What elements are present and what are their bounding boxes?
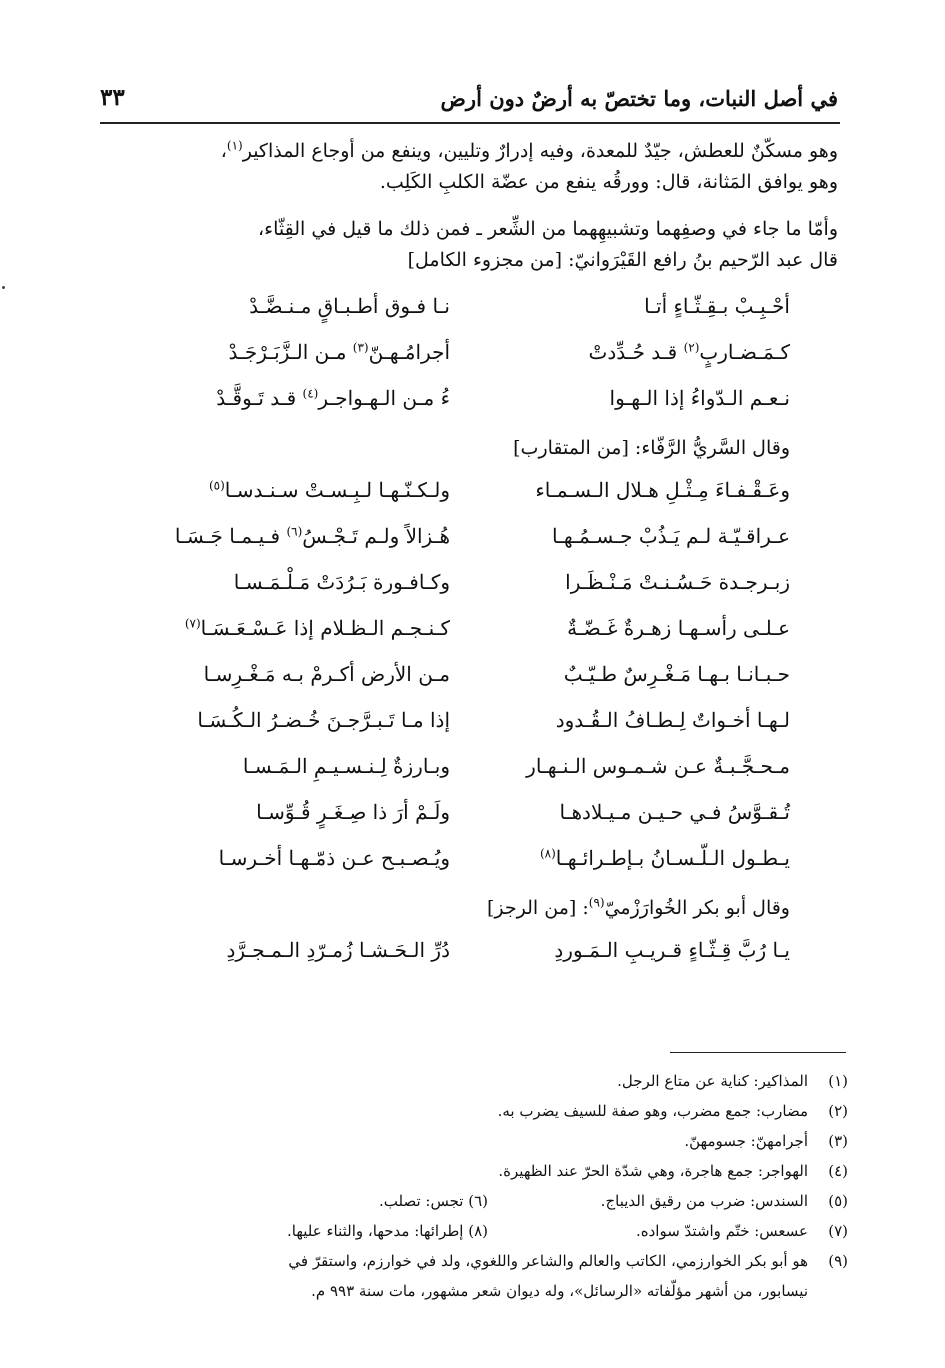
footnote	[100, 1066, 848, 1096]
verse-first-hemistich: عـراقـيّـة لـم يَـذُبْ جـسـمُـهـا	[551, 524, 790, 548]
verse-second-hemistich	[150, 616, 450, 640]
footnote-ref-7: (٧)	[184, 616, 201, 631]
hemistich-text: هُـزالاً ولـم تَـجْـسُ	[302, 524, 450, 548]
poem-3	[100, 930, 838, 976]
verse-first-hemistich	[490, 340, 790, 364]
verse-second-hemistich: ويُـصـبـح عـن ذمّـهـا أخـرسـا	[218, 846, 450, 870]
footnote-rule	[670, 1052, 846, 1053]
footnote-text-second: (٨) إطرائها: مدحها، والثناء عليها.	[287, 1222, 488, 1240]
footnote-ref-5: (٥)	[208, 478, 225, 493]
footnote-text-second: (٦) تجس: تصلب.	[379, 1192, 488, 1210]
hemistich-text: أجرامُـهـنّ	[368, 340, 450, 364]
paragraph-1-line-1-end: ،	[220, 140, 227, 162]
verse-first-hemistich: عـلـى رأسـهـا زهـرةٌ غَـضّـةٌ	[567, 616, 790, 640]
footnote-ref-2: (٢)	[683, 340, 700, 355]
footnote-number: (٧)	[828, 1222, 848, 1240]
poem-2	[100, 470, 838, 884]
footnote	[100, 1126, 848, 1156]
intro-meter: : [من الرجز]	[487, 897, 589, 919]
hemistich-text: ولـكـنّـهـا لـبِـسـتْ سـنـدسـا	[224, 478, 450, 502]
paragraph-1-line-2: وهو يوافق المَثانة، قال: وورقُه ينفع من عضّة الكلبِ الكَلِب.	[379, 171, 838, 193]
footnote-ref-1: (١)	[226, 138, 243, 153]
verse-first-hemistich: لـهـا أخـواتٌ لِـطـافُ الـقُـدود	[555, 708, 790, 732]
hemistich-text: فـيـمـا جَـسَـا	[174, 524, 287, 548]
footnote-ref-8: (٨)	[539, 846, 556, 861]
verse	[100, 838, 838, 884]
poem-2-intro: وقال السَّريُّ الرَّفّاء: [من المتقارب]	[513, 437, 790, 459]
hemistich-text: كـنـجـم الـظـلام إذا عَـسْـعَـسَـا	[200, 616, 450, 640]
verse-first-hemistich: حـبـانـا بـهـا مَـغْـرِسٌ طـيّـبٌ	[563, 662, 790, 686]
verse	[100, 654, 838, 700]
verse-second-hemistich	[150, 386, 450, 410]
footnote-number: (٥)	[828, 1192, 848, 1210]
verse	[100, 286, 838, 332]
footnote-number: (٣)	[828, 1132, 848, 1150]
verse-first-hemistich: يـا رُبَّ قِـثّـاءٍ قـريـبِ الـمَـوردِ	[554, 938, 790, 962]
scan-speck	[2, 286, 5, 289]
footnote-text: الهواجر: جمع هاجرة، وهي شدّة الحرّ عند الظهيرة.	[498, 1162, 808, 1180]
verse-second-hemistich: دُرِّ الـحَـشـا زُمـرّدِ الـمـجـرَّدِ	[226, 938, 450, 962]
verse-second-hemistich: ولَـمْ أرَ ذا صِـغَـرٍ قُـوِّسـا	[256, 800, 450, 824]
paragraph-1-line-1: وهو مسكّنٌ للعطش، جيّدٌ للمعدة، وفيه إدرارٌ وتليين، وينفع من أوجاع المذاكير	[242, 140, 838, 162]
hemistich-text: كـمَـضـاربٍ	[699, 340, 790, 364]
footnote	[100, 1156, 848, 1186]
paragraph-2	[100, 214, 838, 276]
footnote	[100, 1246, 848, 1306]
footnote-ref-3: (٣)	[352, 340, 369, 355]
verse-second-hemistich	[150, 478, 450, 502]
poem-3-intro	[100, 890, 838, 926]
page-body	[100, 136, 838, 976]
verse-second-hemistich	[150, 524, 450, 548]
verse-first-hemistich	[490, 846, 790, 870]
footnote-text: مضارب: جمع مضرب، وهو صفة للسيف يضرب به.	[497, 1102, 808, 1120]
footnote-ref-9: (٩)	[588, 895, 605, 910]
footnote-text-line-1: هو أبو بكر الخوارزمي، الكاتب والعالم والشاعر واللغوي، ولد في خوارزم، واستقرّ في	[288, 1252, 808, 1270]
verse	[100, 516, 838, 562]
verse-first-hemistich: مـحـجَّـبـةٌ عـن شـمـوس الـنـهـار	[526, 754, 790, 778]
verse-second-hemistich: وبـارزةٌ لِـنـسـيـمِ الـمَـسـا	[242, 754, 450, 778]
intro-text: وقال أبو بكر الخُوارَزْميّ	[604, 897, 790, 919]
verse-second-hemistich: وكـافـورة بَـرُدَتْ مَـلْـمَـسـا	[233, 570, 450, 594]
footnote-number: (٩)	[828, 1252, 848, 1270]
verse	[100, 378, 838, 424]
footnote	[100, 1186, 848, 1216]
paragraph-1	[100, 136, 838, 198]
verse-second-hemistich: إذا مـا تَـبـرَّجـنَ خُـضـرُ الـكُـسَـا	[197, 708, 450, 732]
verse	[100, 930, 838, 976]
verse	[100, 562, 838, 608]
hemistich-text: ءُ مـن الـهـواجـر	[318, 386, 450, 410]
paragraph-2-line-1: وأمّا ما جاء في وصفِهما وتشبيهِهما من الشِّعر ـ فمن ذلك ما قيل في القِثّاء،	[258, 218, 838, 240]
footnote	[100, 1216, 848, 1246]
running-header	[100, 82, 838, 122]
verse-second-hemistich: نـا فـوق أطـبـاقٍ مـنـضَّـدْ	[249, 294, 450, 318]
verse	[100, 746, 838, 792]
poem-1	[100, 286, 838, 424]
header-title: في أصل النبات، وما تختصّ به أرضٌ دون أرض	[440, 86, 838, 111]
verse-first-hemistich: وعَـقْـفـاءَ مِـثْـلِ هـلال الـسـمـاء	[535, 478, 790, 502]
footnote	[100, 1096, 848, 1126]
verse-second-hemistich: مـن الأرض أكـرمْ بـه مَـغْـرِسـا	[203, 662, 450, 686]
verse	[100, 470, 838, 516]
footnote-ref-4: (٤)	[302, 386, 319, 401]
verse-first-hemistich: أحْـبِـبْ بـقِـثّـاءٍ أتـا	[644, 294, 790, 318]
footnote-number: (١)	[828, 1072, 848, 1090]
header-rule	[100, 122, 840, 124]
hemistich-text: قـد تَـوقَّـدْ	[216, 386, 303, 410]
verse	[100, 792, 838, 838]
footnote-text: عسعس: ختّم واشتدّ سواده.	[635, 1222, 808, 1240]
paragraph-2-line-2: قال عبد الرّحيم بنُ رافع القَيْرَوانيّ: [من مجزوء الكامل]	[407, 249, 838, 271]
verse-first-hemistich: نـعـم الـدّواءُ إذا الـهـوا	[609, 386, 790, 410]
footnotes	[100, 1066, 848, 1306]
footnote-number: (٤)	[828, 1162, 848, 1180]
footnote-text: أجرامهنّ: جسومهنّ.	[684, 1132, 808, 1150]
footnote-text: السندس: ضرب من رقيق الديباج.	[600, 1192, 808, 1210]
verse	[100, 700, 838, 746]
hemistich-text: مـن الـزَّبَـرْجَـدْ	[228, 340, 353, 364]
verse-first-hemistich: تُـقـوَّسُ فـي حـيـن مـيـلادهـا	[559, 800, 790, 824]
footnote-ref-6: (٦)	[286, 524, 303, 539]
page-number: ٣٣	[100, 84, 125, 111]
footnote-text-line-2: نيسابور، من أشهر مؤلّفاته «الرسائل»، وله ديوان شعر مشهور، مات سنة ٩٩٣ م.	[311, 1282, 808, 1300]
footnote-text	[100, 1246, 808, 1306]
verse-first-hemistich: زبـرجـدة حَـسُـنـتْ مَـنْـظَـرا	[565, 570, 790, 594]
footnote-number: (٢)	[828, 1102, 848, 1120]
verse-second-hemistich	[150, 340, 450, 364]
hemistich-text: يـطـول الـلّـسـانُ بـإطـرائـهـا	[555, 846, 790, 870]
hemistich-text: قـد حُـدِّدتْ	[588, 340, 684, 364]
footnote-text: المذاكير: كناية عن متاع الرجل.	[617, 1072, 808, 1090]
verse	[100, 608, 838, 654]
verse	[100, 332, 838, 378]
